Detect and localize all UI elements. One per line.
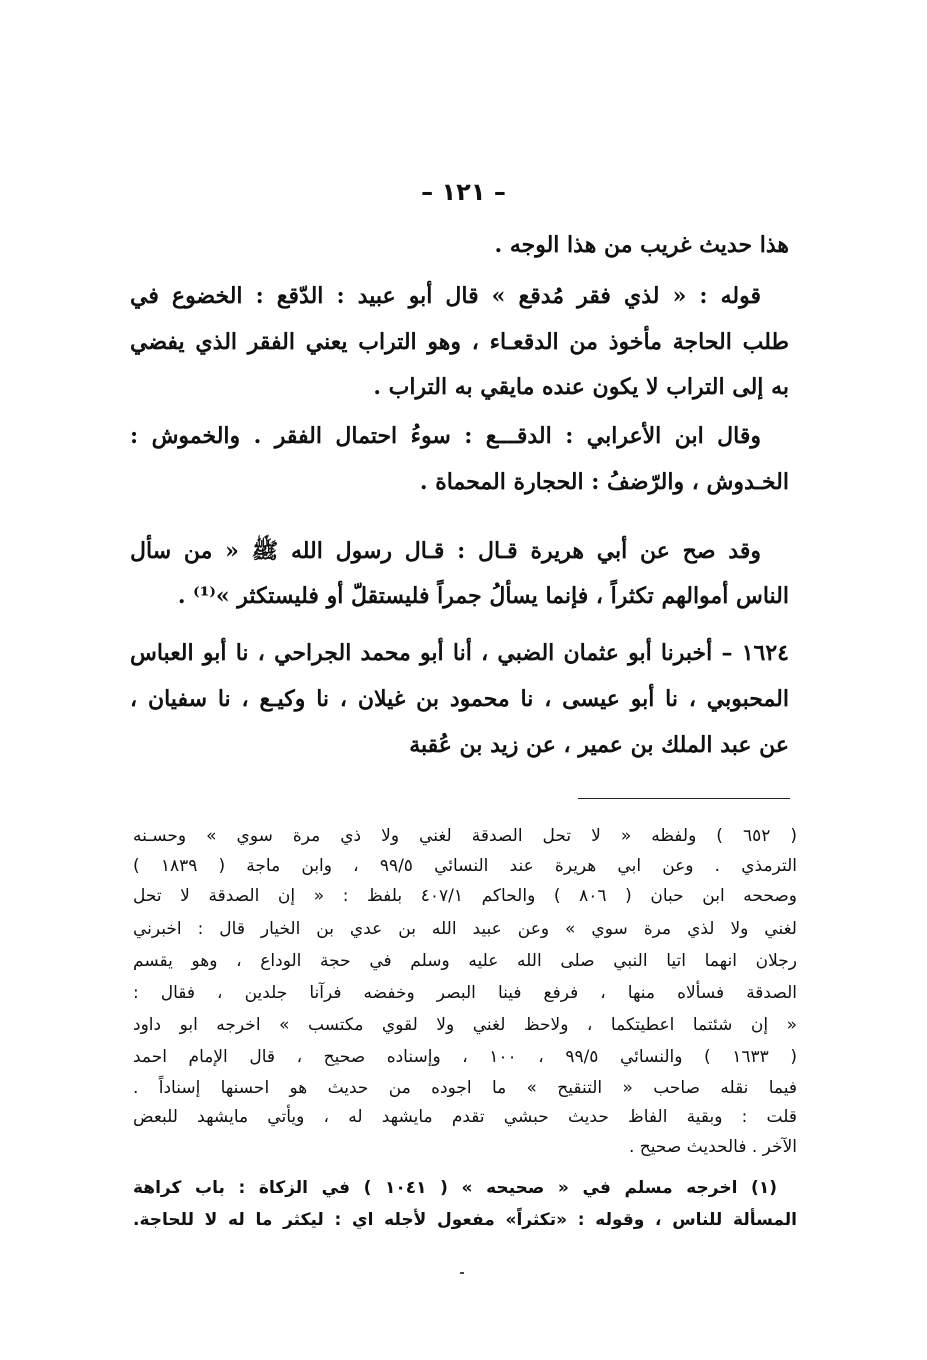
footnote-line: (١) اخرجه مسلم في « صحيحه » ( ١٠٤١ ) في الزكاة : باب كراهة: [133, 1178, 777, 1198]
footnote-line: الصدقة فسألاه منها ، فرفع فينا البصر وخفضه فرآنا جلدين ، فقال :: [133, 983, 797, 1003]
footnote-line: فيما نقله صاحب « التنقيح » ما اجوده من حديث هو احسنها إسناداً .: [133, 1078, 797, 1098]
hadith-line: وقد صح عن أبي هريرة قـال : قـال رسول الله ﷺ « من سأل: [130, 538, 761, 564]
footnote-separator: [578, 798, 790, 799]
text-line: هذا حديث غريب من هذا الوجه .: [494, 232, 789, 258]
footnote-line: ( ٦٥٢ ) ولفظه « لا تحل الصدقة لغني ولا ذي مرة سوي » وحسـنه: [133, 826, 797, 846]
hadith-line: الناس أموالهم تكثراً ، فإنما يسألُ جمراً فليستقلّ أو فليستكثر »⁽¹⁾ .: [177, 583, 789, 609]
footnote-line: « إن شئتما اعطيتكما ، ولاحظ لغني ولا لقوي مكتسب » اخرجه ابو داود: [133, 1015, 797, 1035]
text-line: وقال ابن الأعرابي : الدقـــع : سوءُ احتمال الفقر . والخموش :: [130, 423, 761, 449]
footnote-line: رجلان انهما اتيا النبي صلى الله عليه وسلم في حجة الوداع ، وهو يقسم: [133, 951, 797, 971]
isnad-line: عن عبد الملك بن عمير ، عن زيد بن عُقبة: [409, 732, 789, 758]
page-number: – ١٢١ –: [421, 178, 506, 206]
footnote-line: لغني ولا لذي مرة سوي » وعن عبيد الله بن عدي بن الخيار قال : اخبرني: [133, 919, 797, 939]
text-line: قوله : « لذي فقر مُدقع » قال أبو عبيد : الدّقع : الخضوع في: [130, 283, 761, 309]
footnote-line: المسألة للناس ، وقوله : «تكثراً» مفعول لأجله اي : ليكثر ما له لا للحاجة.: [133, 1210, 797, 1230]
isnad-line: المحبوبي ، نا أبو عيسى ، نا محمود بن غيلان ، نا وكيـع ، نا سفيان ،: [130, 686, 789, 712]
text-line: الخـدوش ، والرّضفُ : الحجارة المحماة .: [419, 469, 789, 495]
text-line: طلب الحاجة مأخوذ من الدقعـاء ، وهو التراب يعني الفقر الذي يفضي: [130, 329, 789, 355]
footnote-line: قلت : وبقية الفاظ حديث حبشي تقدم مايشهد له ، ويأتي مايشهد للبعض: [133, 1107, 797, 1127]
scan-mark: [460, 1272, 464, 1274]
footnote-line: الآخر . فالحديث صحيح .: [628, 1137, 797, 1157]
text-line: به إلى التراب لا يكون عنده مايقي به التراب .: [373, 374, 789, 400]
footnote-line: وصححه ابن حبان ( ٨٠٦ ) والحاكم ٤٠٧/١ بلفظ : « إن الصدقة لا تحل: [133, 886, 797, 906]
footnote-line: الترمذي . وعن ابي هريرة عند النسائي ٩٩/٥ ، وابن ماجة ( ١٨٣٩ ): [133, 856, 797, 876]
footnote-line: ( ١٦٣٣ ) والنسائي ٩٩/٥ ، ١٠٠ ، وإسناده صحيح ، قال الإمام احمد: [133, 1047, 797, 1067]
isnad-line: ١٦٢٤ – أخبرنا أبو عثمان الضبي ، أنا أبو محمد الجراحي ، نا أبو العباس: [130, 640, 789, 666]
